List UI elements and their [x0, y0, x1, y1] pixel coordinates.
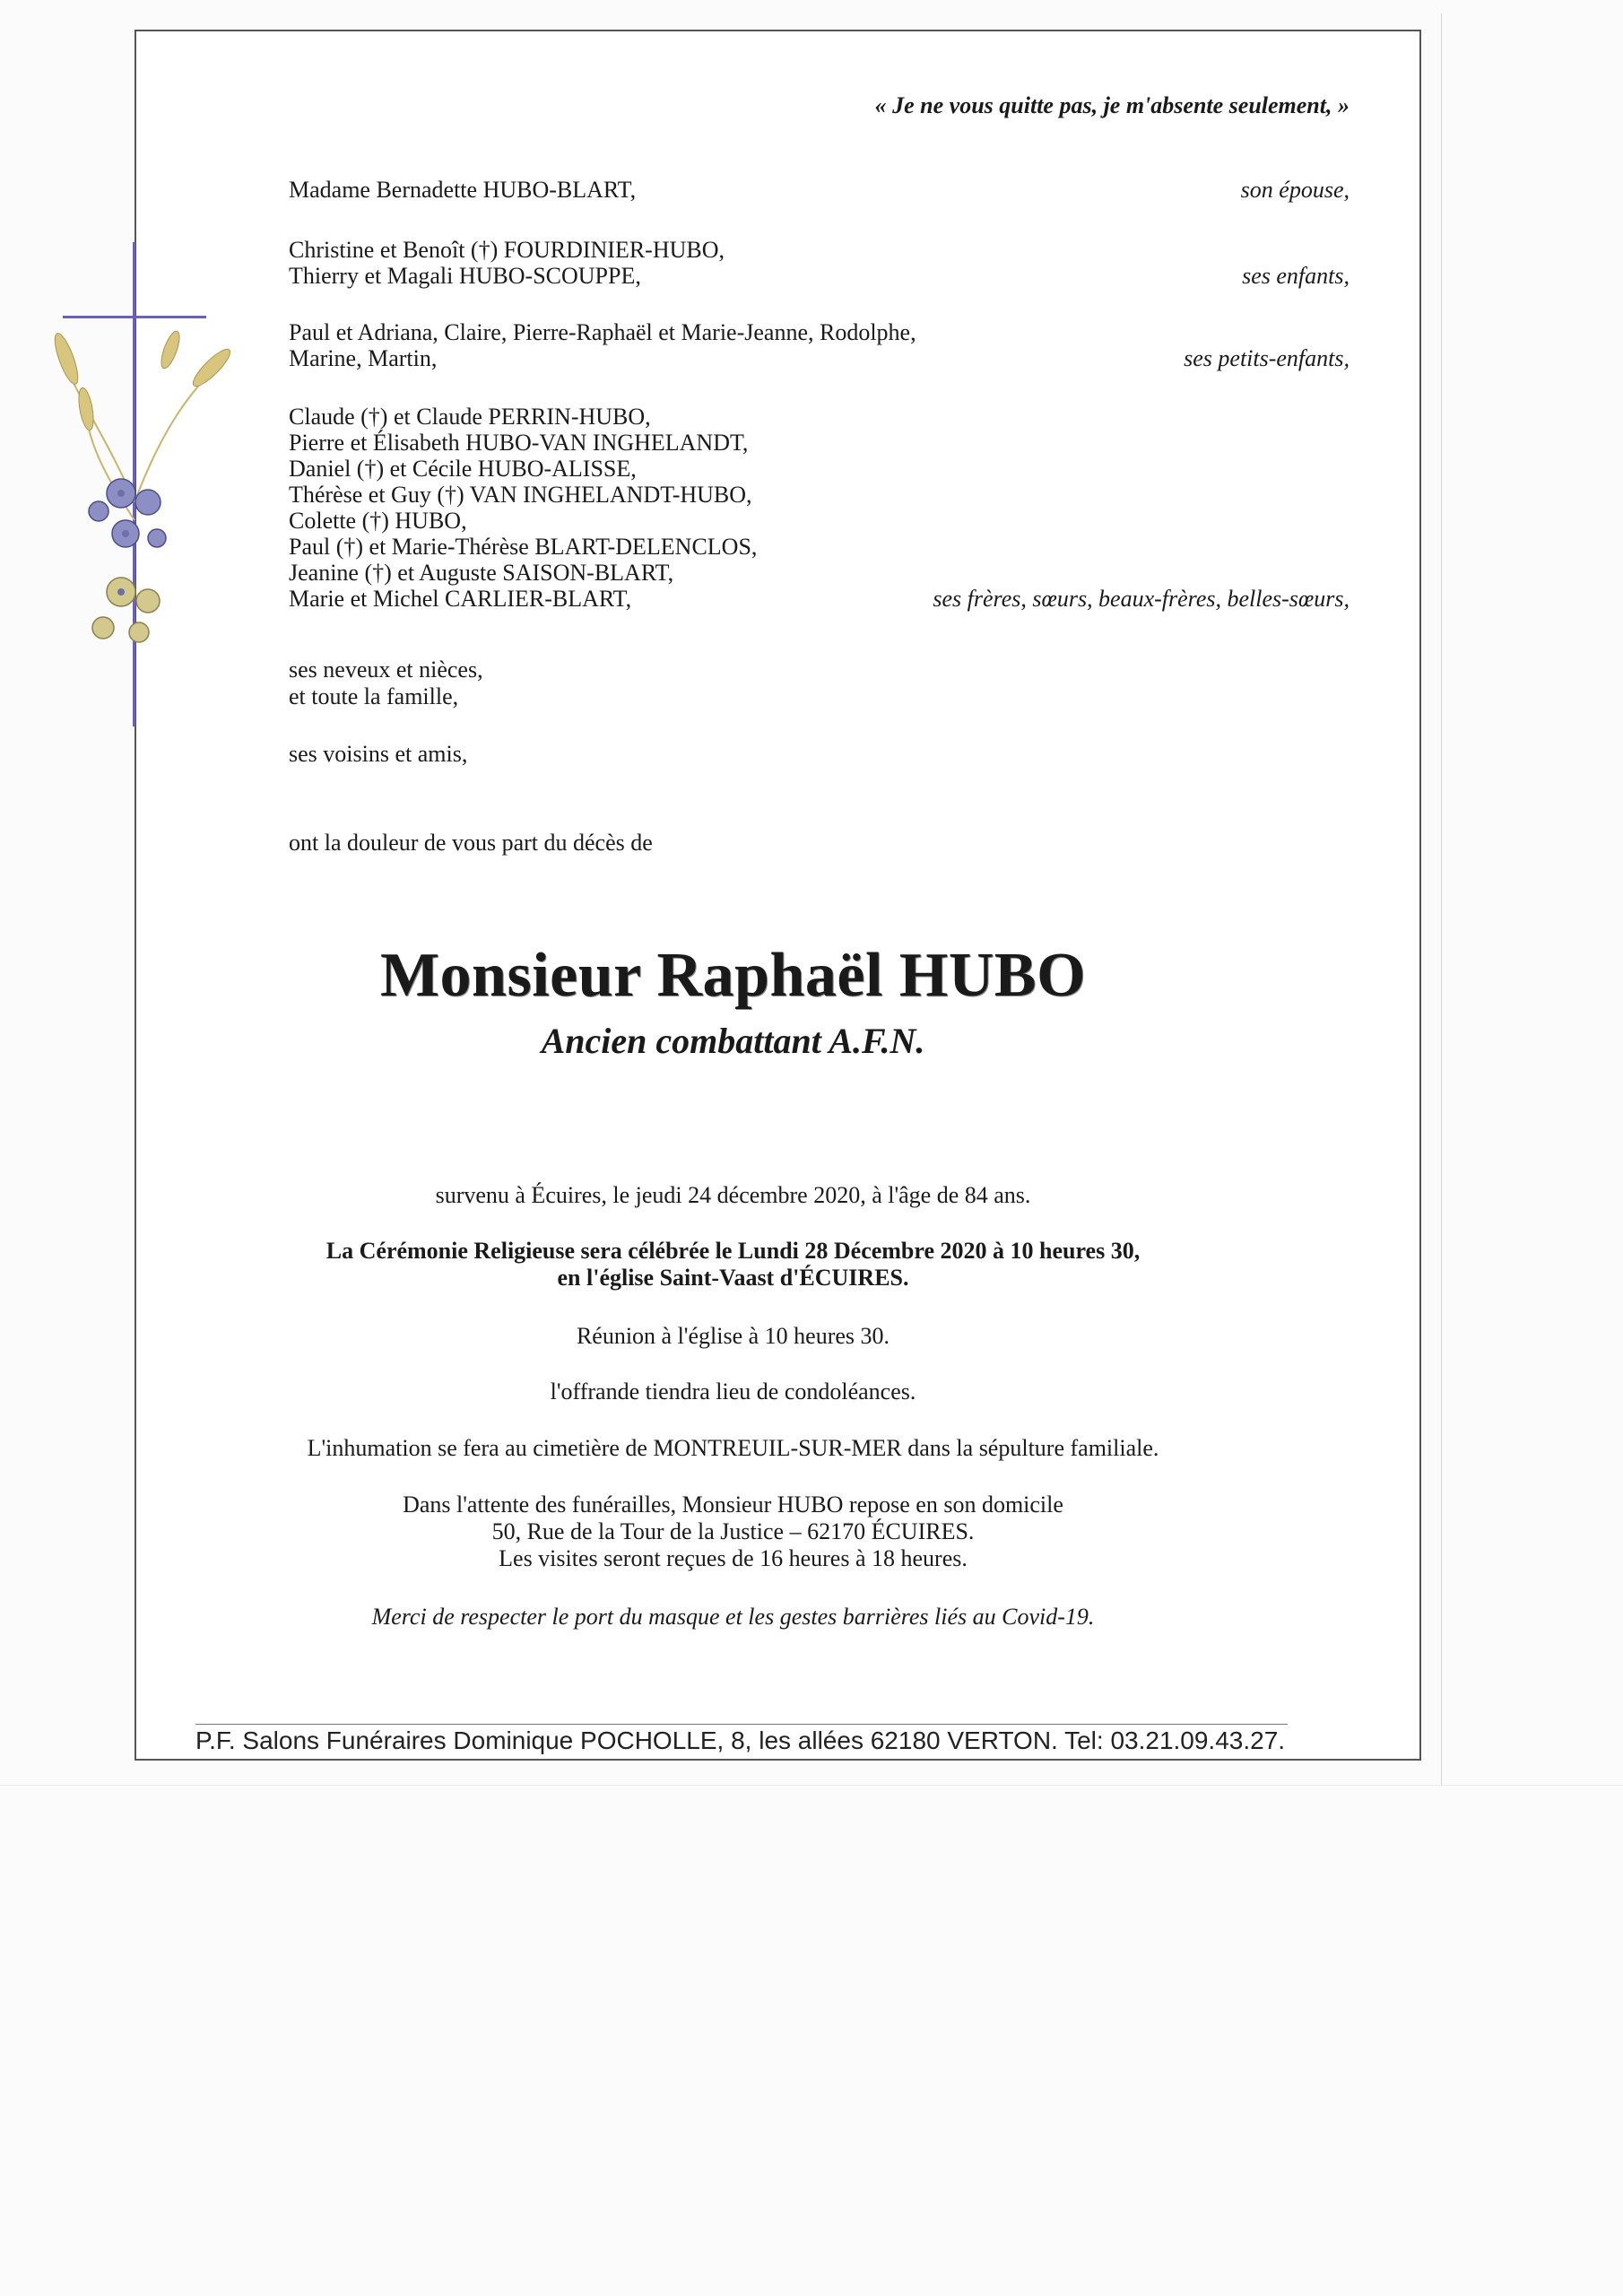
family-siblings-line-4: Thérèse et Guy (†) VAN INGHELANDT-HUBO, [289, 482, 752, 508]
scan-edge-line [1441, 13, 1442, 1785]
role-grandchildren: ses petits-enfants, [1184, 345, 1350, 371]
announcement-text: ont la douleur de vous part du décès de [289, 830, 653, 856]
deceased-name: Monsieur Raphaël HUBO [379, 941, 1087, 1010]
others-neighbors: ses voisins et amis, [289, 741, 468, 767]
family-grandchildren-line-1: Paul et Adriana, Claire, Pierre-Raphaël et Marie-Jeanne, Rodolphe, [289, 319, 916, 345]
burial-info: L'inhumation se fera au cimetière de MONTREUIL-SUR-MER dans la sépulture familiale. [307, 1435, 1159, 1461]
family-spouse: Madame Bernadette HUBO-BLART, [289, 177, 637, 203]
ceremony-line-2: en l'église Saint-Vaast d'ÉCUIRES. [557, 1265, 909, 1291]
page-fold-line [0, 1785, 1623, 1786]
role-children: ses enfants, [1242, 263, 1350, 289]
others-family: et toute la famille, [289, 683, 459, 709]
family-siblings-line-5: Colette (†) HUBO, [289, 508, 467, 534]
family-siblings-line-7: Jeanine (†) et Auguste SAISON-BLART, [289, 560, 674, 586]
family-siblings-line-3: Daniel (†) et Cécile HUBO-ALISSE, [289, 456, 637, 482]
funeral-home-footer: P.F. Salons Funéraires Dominique POCHOLLE, 8, les allées 62180 VERTON. Tel: 03.21.09.43.27. [195, 1726, 1286, 1754]
death-details: survenu à Écuires, le jeudi 24 décembre 2020, à l'âge de 84 ans. [435, 1182, 1031, 1208]
family-siblings-line-1: Claude (†) et Claude PERRIN-HUBO, [289, 404, 651, 430]
footer-rule [195, 1724, 1288, 1725]
meeting-info: Réunion à l'église à 10 heures 30. [576, 1323, 890, 1349]
ceremony-line-1: La Cérémonie Religieuse sera célébrée le Lundi 28 Décembre 2020 à 10 heures 30, [325, 1238, 1141, 1264]
rest-line-2: 50, Rue de la Tour de la Justice – 62170 ÉCUIRES. [491, 1518, 975, 1544]
role-spouse: son épouse, [1240, 177, 1350, 203]
family-siblings-line-6: Paul (†) et Marie-Thérèse BLART-DELENCLOS, [289, 534, 758, 560]
epigraph: « Je ne vous quitte pas, je m'absente seulement, » [874, 92, 1350, 118]
covid-notice: Merci de respecter le port du masque et les gestes barrières liés au Covid-19. [371, 1604, 1095, 1630]
rest-line-3: Les visites seront reçues de 16 heures à 18 heures. [499, 1545, 968, 1571]
role-siblings: ses frères, sœurs, beaux-frères, belles-sœurs, [933, 586, 1350, 612]
rest-line-1: Dans l'attente des funérailles, Monsieur HUBO repose en son domicile [403, 1492, 1063, 1518]
others-nephews: ses neveux et nièces, [289, 657, 483, 683]
family-siblings-line-2: Pierre et Élisabeth HUBO-VAN INGHELANDT, [289, 430, 749, 456]
family-grandchildren-line-2: Marine, Martin, [289, 345, 438, 371]
deceased-title: Ancien combattant A.F.N. [541, 1021, 925, 1061]
family-children-line-2: Thierry et Magali HUBO-SCOUPPE, [289, 263, 641, 289]
cross-wheat-flowers-illustration [36, 233, 269, 735]
family-children-line-1: Christine et Benoît (†) FOURDINIER-HUBO, [289, 237, 725, 263]
offering-info: l'offrande tiendra lieu de condoléances. [550, 1378, 916, 1405]
family-siblings-line-8: Marie et Michel CARLIER-BLART, [289, 586, 632, 612]
